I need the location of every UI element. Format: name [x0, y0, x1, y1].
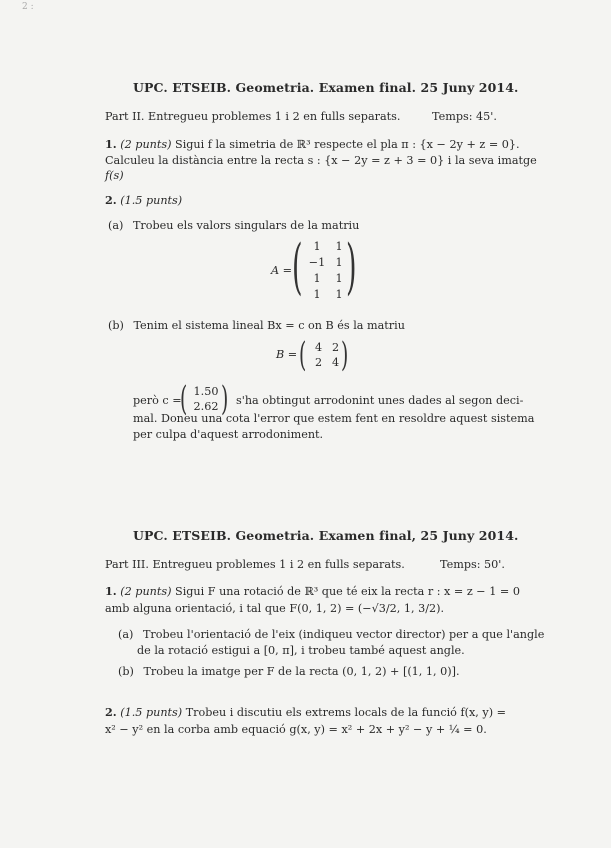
- problem-text: Calculeu la distància entre la recta s : {x − 2y = z + 3 = 0} i la seva imatge: [105, 154, 537, 167]
- c-suffix: s'ha obtingut arrodonint unes dades al segon deci-: [236, 394, 524, 407]
- problem-points: (2 punts): [120, 585, 172, 598]
- exam-title: UPC. ETSEIB. Geometria. Examen final, 25 Juny 2014.: [133, 528, 519, 543]
- vector-cell: 2.62: [193, 400, 219, 413]
- subproblem-text: de la rotació estigui a [0, π], i trobeu també aquest angle.: [137, 644, 465, 657]
- left-paren-icon: (: [299, 335, 307, 375]
- problem-points: (1.5 punts): [120, 706, 183, 719]
- subproblem-label: (b): [118, 665, 134, 678]
- header-scrap: 2 :: [22, 2, 34, 12]
- part-instructions: Part III. Entregueu problemes 1 i 2 en fulls separats.: [105, 558, 405, 571]
- subproblem-text: Trobeu l'orientació de l'eix (indiqueu vector director) per a que l'angle: [142, 628, 545, 641]
- matrix-cell: −1: [308, 256, 326, 269]
- c-prefix: però c =: [133, 394, 182, 407]
- matrix-cell: 1: [313, 240, 321, 253]
- vector-cell: 1.50: [193, 385, 219, 398]
- problem-1: [105, 137, 520, 152]
- matrix-cell: 1: [335, 240, 343, 253]
- problem-text: Sigui f la simetria de ℝ³ respecte el pla π : {x − 2y + z = 0}.: [175, 138, 520, 151]
- subproblem-label: (a): [108, 219, 124, 232]
- subproblem-b: [118, 664, 460, 679]
- problem-text: Sigui F una rotació de ℝ³ que té eix la recta r : x = z − 1 = 0: [175, 585, 520, 598]
- right-paren-icon: ): [346, 232, 357, 302]
- subproblem-text: Tenim el sistema lineal Bx = c on B és la matriu: [133, 319, 405, 332]
- matrix-cell: 1: [313, 272, 321, 285]
- problem-text: x² − y² en la corba amb equació g(x, y) = x² + 2x + y² − y + ¼ = 0.: [105, 723, 487, 736]
- subproblem-text: Trobeu els valors singulars de la matriu: [132, 219, 360, 232]
- problem-1: [105, 584, 520, 599]
- subproblem-label: (b): [108, 319, 124, 332]
- time-limit: Temps: 45'.: [432, 110, 497, 123]
- matrix-cell: 2: [314, 356, 323, 369]
- subproblem-a: [118, 627, 544, 642]
- problem-2: [105, 705, 506, 720]
- left-paren-icon: (: [292, 232, 303, 302]
- problem-text: amb alguna orientació, i tal que F(0, 1, 2) = (−√3/2, 1, 3/2).: [105, 602, 445, 615]
- matrix-cell: 4: [331, 356, 340, 369]
- problem-text: mal. Doneu una cota l'error que estem fent en resoldre aquest sistema: [133, 412, 535, 425]
- subproblem-a: [108, 218, 359, 233]
- problem-text: Trobeu i discutiu els extrems locals de la funció f(x, y) =: [185, 706, 507, 719]
- matrix-cell: 2: [331, 341, 340, 354]
- matrix-cell: 1: [335, 272, 343, 285]
- right-paren-icon: ): [221, 379, 229, 419]
- problem-text: f(s): [105, 169, 124, 182]
- problem-number: 1.: [105, 584, 117, 598]
- right-paren-icon: ): [341, 335, 349, 375]
- matrix-cell: 1: [335, 288, 343, 301]
- problem-points: (2 punts): [120, 138, 172, 151]
- matrix-cell: 1: [335, 256, 343, 269]
- part-instructions: Part II. Entregueu problemes 1 i 2 en fulls separats.: [105, 110, 401, 123]
- problem-number: 1.: [105, 137, 117, 151]
- subproblem-text: Trobeu la imatge per F de la recta (0, 1, 2) + [(1, 1, 0)].: [143, 665, 460, 678]
- problem-2: [105, 193, 182, 208]
- left-paren-icon: (: [180, 379, 188, 419]
- matrix-cell: 4: [314, 341, 323, 354]
- subproblem-b: [108, 318, 405, 333]
- exam-title: UPC. ETSEIB. Geometria. Examen final. 25 Juny 2014.: [133, 80, 519, 95]
- problem-number: 2.: [105, 705, 117, 719]
- problem-text: per culpa d'aquest arrodoniment.: [133, 428, 324, 441]
- subproblem-label: (a): [118, 628, 134, 641]
- matrix-a-label: A =: [271, 264, 293, 277]
- problem-number: 2.: [105, 193, 117, 207]
- matrix-cell: 1: [313, 288, 321, 301]
- time-limit: Temps: 50'.: [440, 558, 505, 571]
- matrix-b-label: B =: [276, 348, 298, 361]
- problem-points: (1.5 punts): [120, 194, 183, 207]
